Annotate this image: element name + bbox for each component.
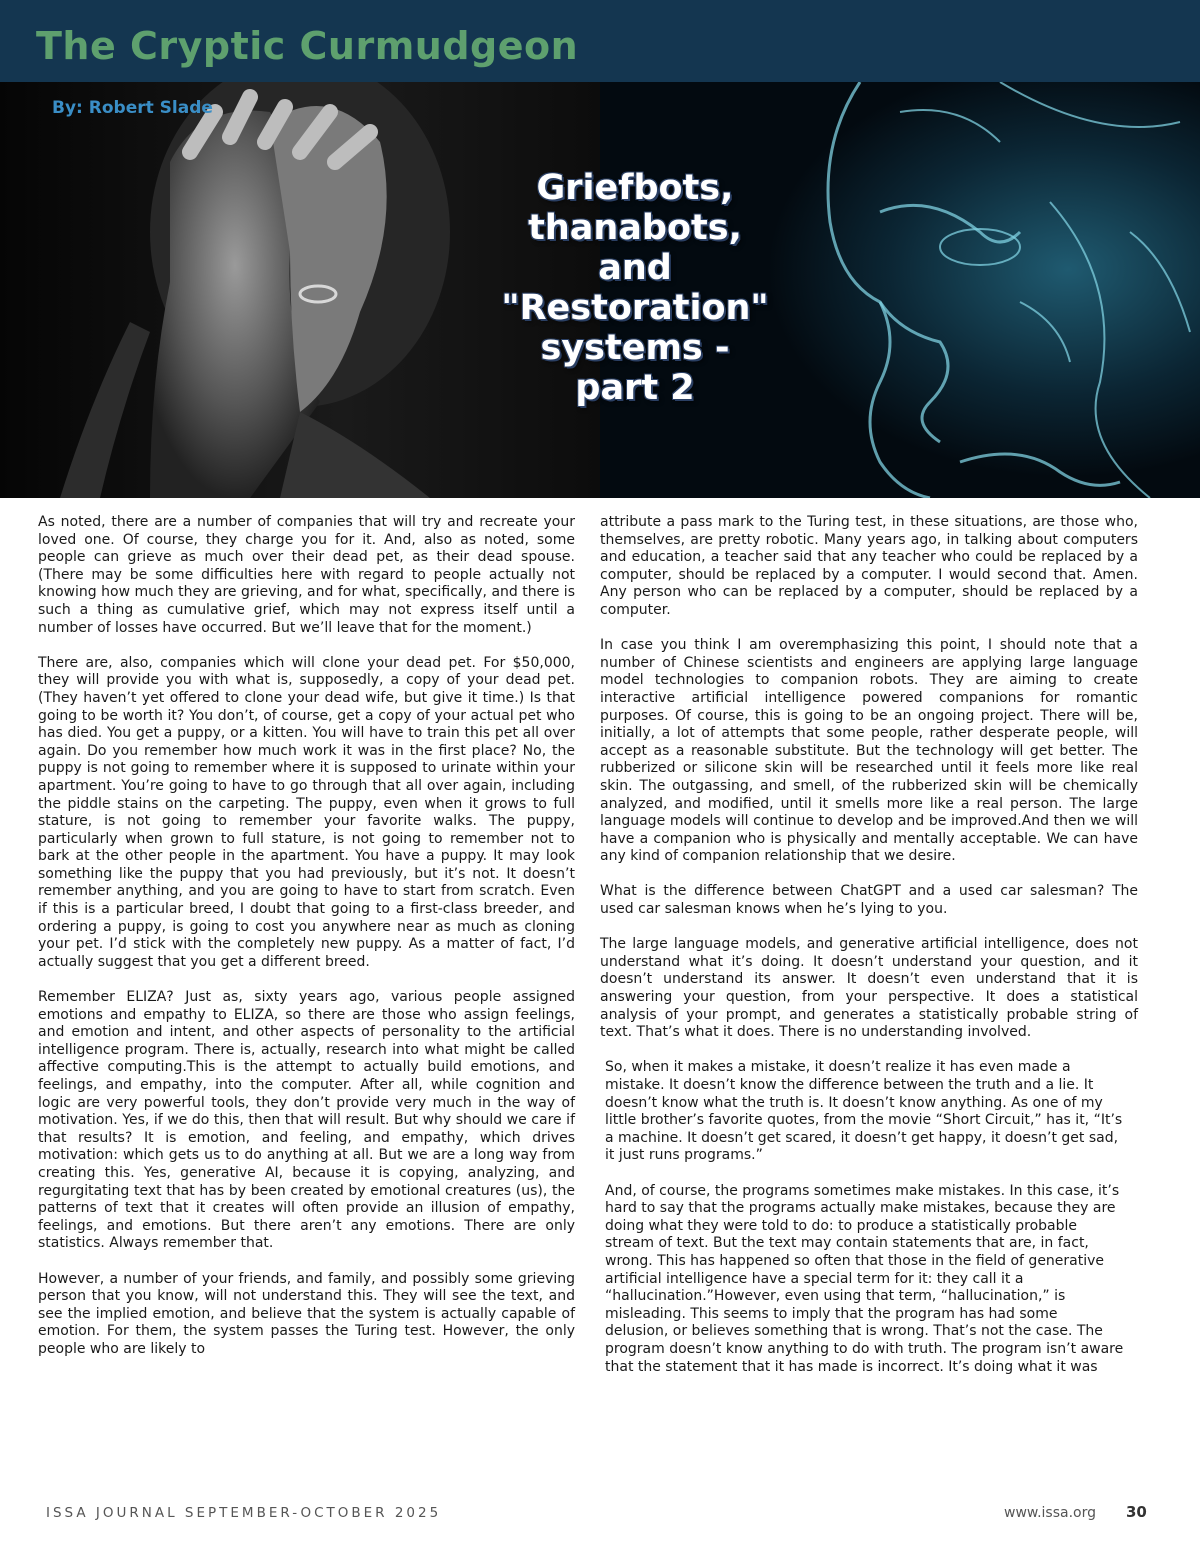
masthead <box>0 0 1200 82</box>
article-paragraph: And, of course, the programs sometimes make mistakes. In this case, it’s hard to say that the programs actually make mistakes, because they are doing what they were told to do: to produce a statistically probable stream of text. But the text may contain statements that are, in fact, wrong. This has happened so often that those in the field of generative artificial intelligence have a special term for it: they call it a “hallucination.”However, even using that term, “hallucination,” is misleading. This seems to imply that the program has had some delusion, or believes something that is wrong. That’s not the case. The program doesn’t know anything to do with truth. The program isn’t aware that the statement that it has made is incorrect. It’s doing what it was <box>605 1182 1124 1375</box>
article-paragraph: However, a number of your friends, and family, and possibly some grieving person that you know, will not understand this. They will see the text, and see the implied emotion, and believe that the system is actually capable of emotion. For them, the system passes the Turing test. However, the only people who are likely to <box>38 1270 575 1357</box>
article-column-left <box>38 514 575 1376</box>
article-paragraph: Remember ELIZA? Just as, sixty years ago, various people assigned emotions and empathy to ELIZA, so there are those who assign feelings, and emotion and intent, and other aspects of personality to the artificial intelligence program. There is, actually, research into what might be called affective computing.This is the attempt to actually build emotions, and feelings, and empathy, into the computer. After all, while cognition and logic are very powerful tools, they don’t provide very much in the way of motivation. Yes, if we do this, then that will result. But why should we care if that results? It is emotion, and feeling, and empathy, which drives motivation: which gets us to do anything at all. But we are a long way from creating this. Yes, generative AI, because it is copying, analyzing, and regurgitating text that has by been created by emotional creatures (us), the patterns of text that it creates will often provide an illusion of empathy, feelings, and emotions. But there aren’t any emotions. There are only statistics. Always remember that. <box>38 989 575 1252</box>
website-link[interactable]: www.issa.org <box>1004 1505 1096 1521</box>
article-paragraph: There are, also, companies which will clone your dead pet. For $50,000, they will provide you with what is, supposedly, a copy of your dead pet. (They haven’t yet offered to clone your dead wife, but give it time.) Is that going to be worth it? You don’t, of course, get a copy of your actual pet who has died. You get a puppy, or a kitten. You will have to train this pet all over again. Do you remember how much work it was in the first place? No, the puppy is not going to remember where it is supposed to urinate within your apartment. You’re going to have to go through that all over again, including the piddle stains on the carpeting. The puppy, even when it grows to full stature, is not going to remember your favorite walks. The puppy, particularly when grown to full stature, is not going to remember not to bark at the other people in the apartment. You have a puppy. It may look something like the puppy that you had previously, but it’s not. It doesn’t remember anything, and you are going to have to start from scratch. Even if this is a particular breed, I doubt that going to a first-class breeder, and ordering a puppy, is going to cost you anywhere near as much as cloning your pet. I’d stick with the completely new puppy. As a matter of fact, I’d actually suggest that you get a different breed. <box>38 654 575 970</box>
article-paragraph: As noted, there are a number of companies that will try and recreate your loved one. Of course, they charge you for it. And, also as noted, some people can grieve as much over their dead pet, as their dead spouse. (There may be some difficulties here with regard to people actually not knowing how much they are grieving, and for what, specifically, and there is such a thing as cumulative grief, which may not express itself until a number of losses have occurred. But we’ll leave that for the moment.) <box>38 514 575 636</box>
headline-line: "Restoration" <box>501 288 769 328</box>
article-paragraph: In case you think I am overemphasizing this point, I should note that a number of Chinese scientists and engineers are applying large language model technologies to companion robots. They are aiming to create interactive artificial intelligence powered companions for romantic purposes. Of course, this is going to be an ongoing project. There will be, initially, a lot of attempts that some people, rather desperate people, will accept as a reasonable substitute. But the technology will get better. The rubberized or silicone skin will be researched until it feels more like real skin. The outgassing, and smell, of the rubberized skin will be chemically analyzed, and modified, until it smells more like a real person. The large language models will continue to develop and be improved.And then we will have a companion who is physically and mentally acceptable. We can have any kind of companion relationship that we desire. <box>600 637 1138 865</box>
headline-line: systems - <box>540 328 730 368</box>
article-column-right <box>600 514 1138 1394</box>
journal-issue: ISSA JOURNAL SEPTEMBER-OCTOBER 2025 <box>46 1505 442 1521</box>
article-paragraph: The large language models, and generative artificial intelligence, does not understand what it’s doing. It doesn’t understand your question, and it doesn’t understand its answer. It doesn’t even understand that it is answering your question, from your perspective. It does a statistical analysis of your prompt, and generates a statistically probable string of text. That’s what it does. There is no understanding involved. <box>600 936 1138 1041</box>
headline-line: and <box>598 248 672 288</box>
article-paragraph: So, when it makes a mistake, it doesn’t realize it has even made a mistake. It doesn’t know the difference between the truth and a lie. It doesn’t know what the truth is. It doesn’t know anything. As one of my little brother’s favorite quotes, from the movie “Short Circuit,” has it, “It’s a machine. It doesn’t get scared, it doesn’t get happy, it doesn’t get sad, it just runs programs.” <box>605 1059 1123 1164</box>
article-headline <box>440 168 830 408</box>
headline-line: thanabots, <box>528 208 742 248</box>
byline: By: Robert Slade <box>52 98 213 118</box>
column-title: The Cryptic Curmudgeon <box>36 24 579 68</box>
headline-line: Griefbots, <box>536 168 734 208</box>
headline-line: part 2 <box>575 368 695 408</box>
article-paragraph: attribute a pass mark to the Turing test, in these situations, are those who, themselves, are pretty robotic. Many years ago, in talking about computers and education, a teacher said that any teacher who could be replaced by a computer, should be replaced by a computer. I would second that. Amen. Any person who can be replaced by a computer, should be replaced by a computer. <box>600 514 1138 618</box>
article-paragraph: What is the difference between ChatGPT and a used car salesman? The used car salesman knows when he’s lying to you. <box>600 883 1138 918</box>
page-number: 30 <box>1126 1503 1147 1521</box>
hero-banner <box>0 82 1200 498</box>
